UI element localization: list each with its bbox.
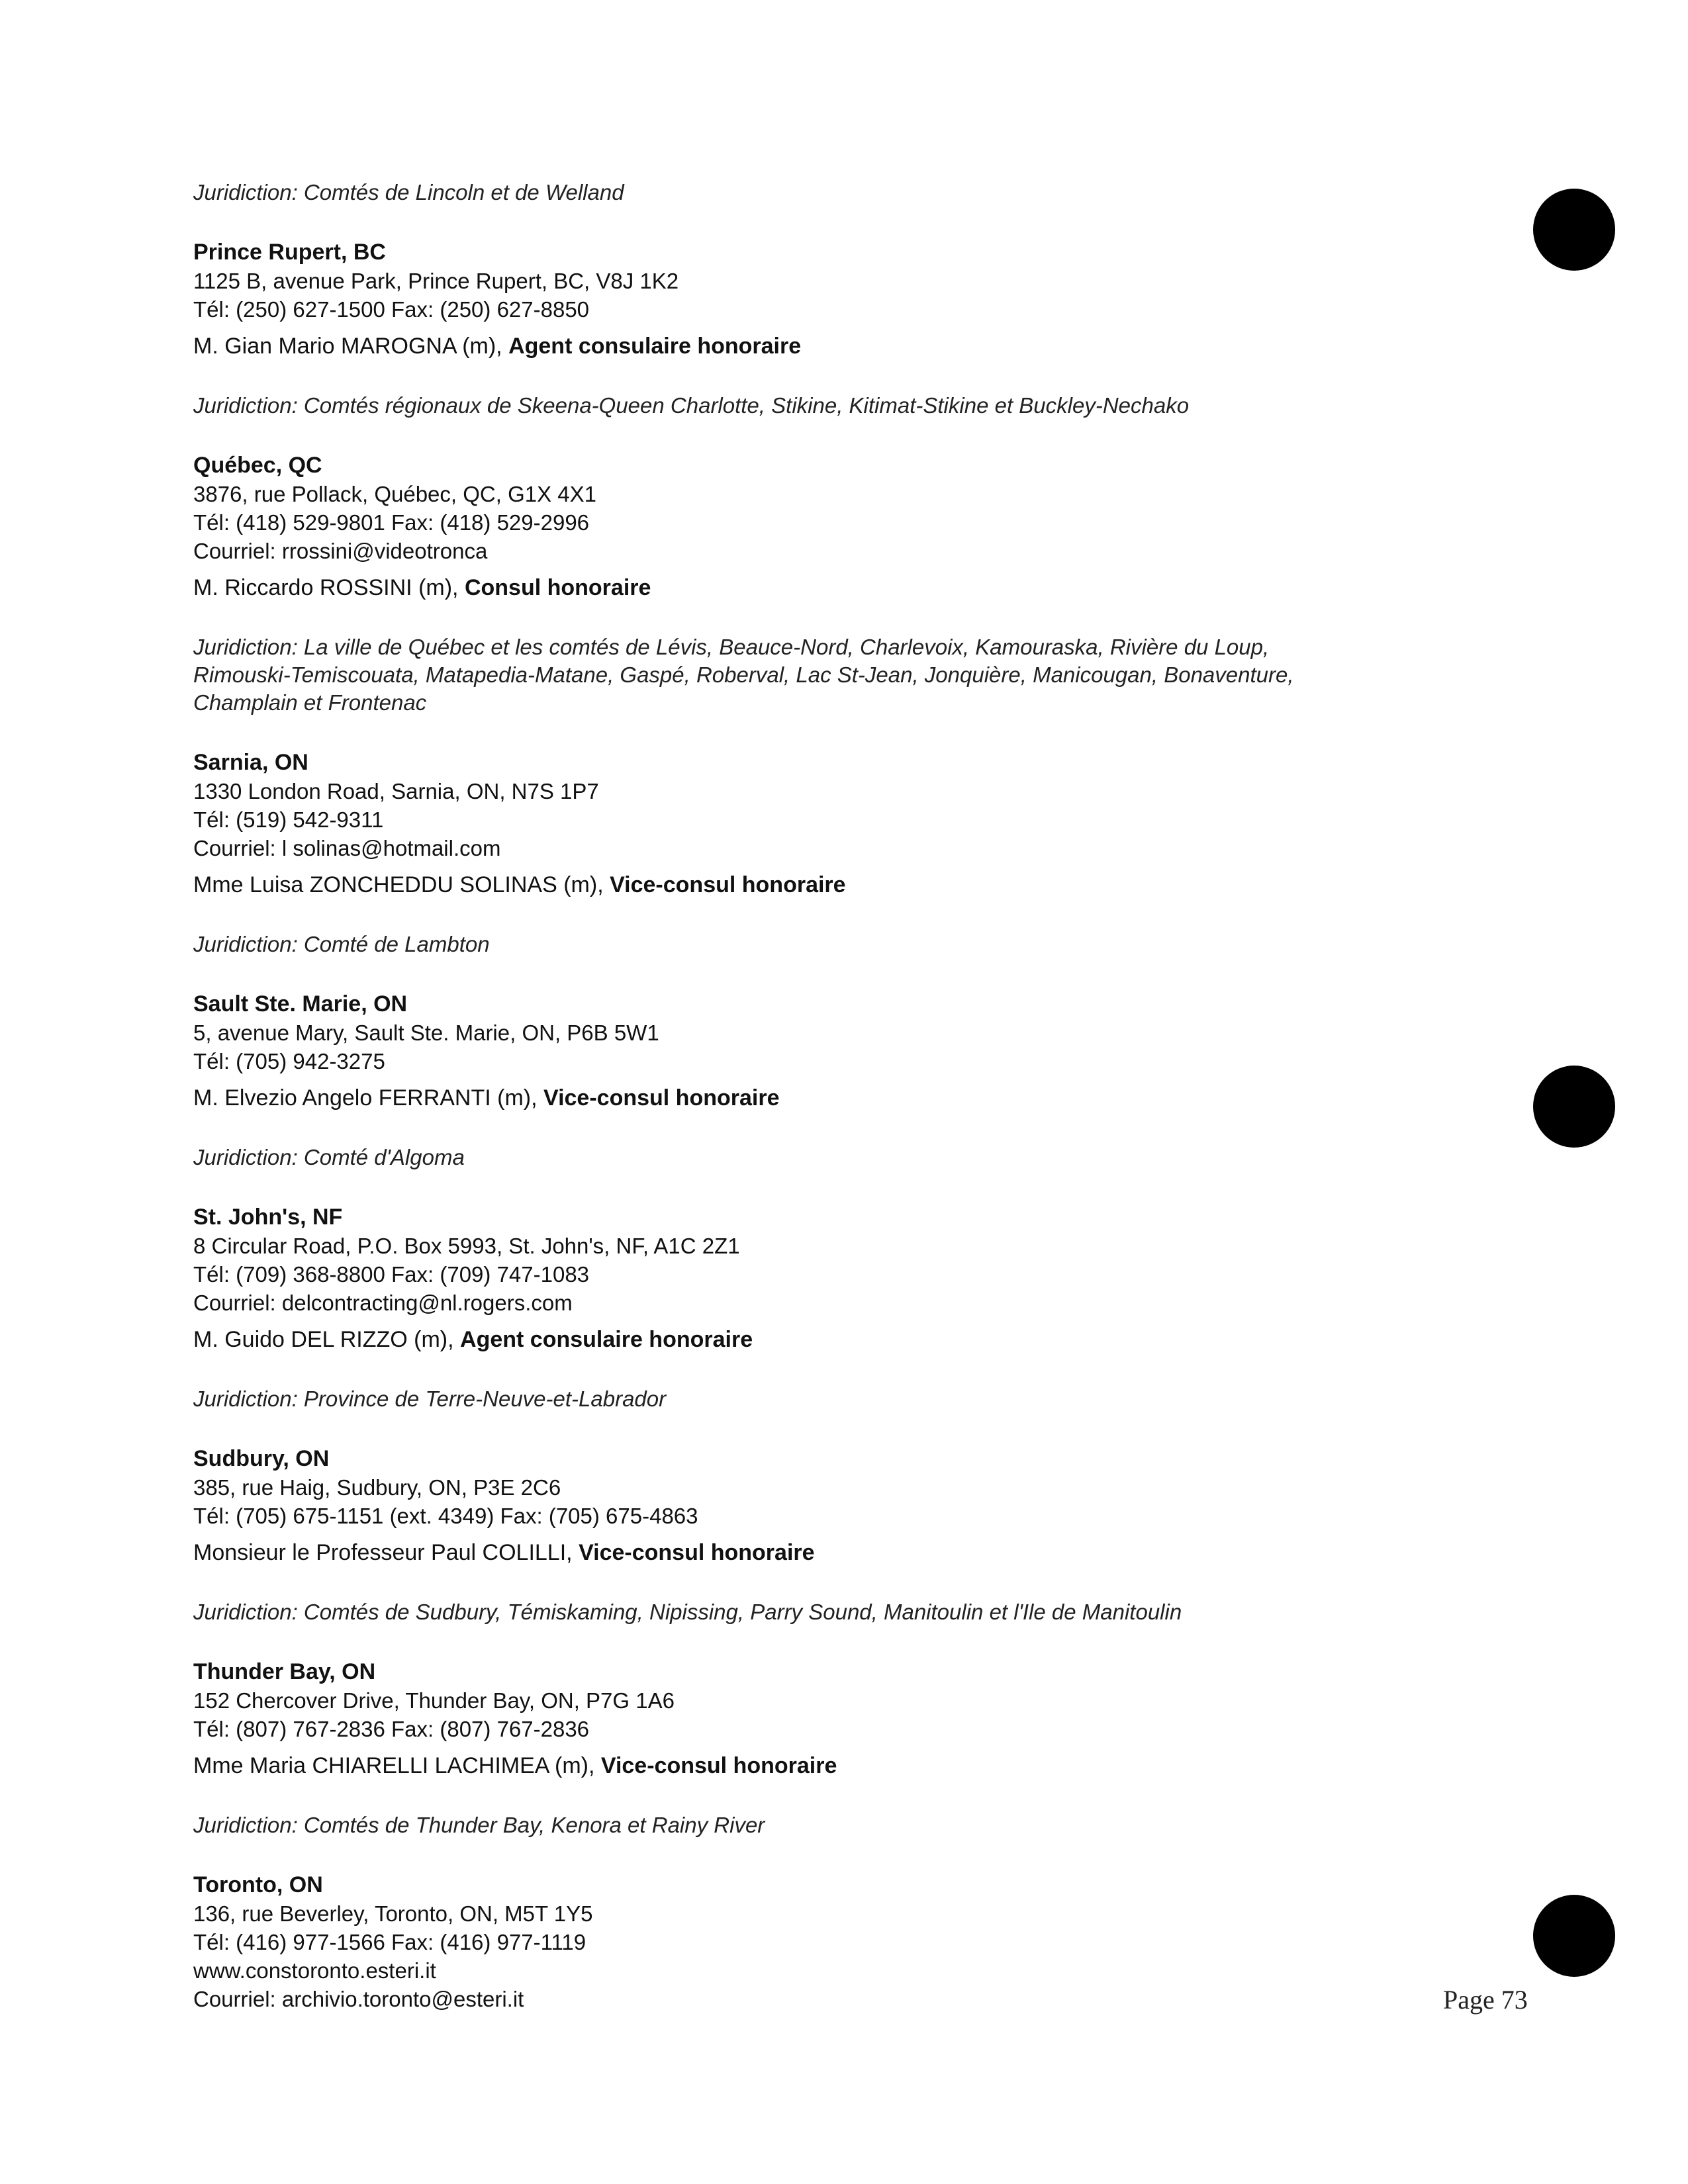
representative-name: Mme Luisa ZONCHEDDU SOLINAS (m), [193,872,610,897]
representative-role: Vice-consul honoraire [543,1085,780,1111]
city-heading: Toronto, ON [193,1872,323,1897]
consulate-list [193,238,1517,2013]
representative-role: Vice-consul honoraire [610,872,846,897]
jurisdiction [193,931,1517,958]
consulate-entry [193,238,1517,361]
punch-hole-top [1533,189,1615,271]
jurisdiction [193,1144,1517,1171]
consulate-entry [193,1870,1517,2013]
contact-line: 1125 B, avenue Park, Prince Rupert, BC, V8J 1K2 [193,269,679,293]
representative-role: Agent consulaire honoraire [508,334,802,359]
representative [193,1325,1517,1354]
representative [193,1083,1517,1113]
representative [193,1538,1517,1567]
contact-line: 385, rue Haig, Sudbury, ON, P3E 2C6 [193,1475,561,1500]
jurisdiction [193,1811,1517,1839]
representative-role: Vice-consul honoraire [600,1753,837,1778]
contact-line: Courriel: archivio.toronto@esteri.it [193,1987,524,2011]
representative [193,332,1517,361]
jurisdiction-line: Juridiction: Comté de Lambton [193,932,490,956]
representative-name: M. Elvezio Angelo FERRANTI (m), [193,1085,544,1111]
contact-line: Courriel: rrossini@videotronca [193,539,488,563]
page-number: Page 73 [1443,1985,1528,2015]
punch-hole-bottom [1533,1895,1615,1977]
representative [193,1751,1517,1780]
jurisdiction-line: Juridiction: La ville de Québec et les comtés de Lévis, Beauce-Nord, Charlevoix, Kamouraska, Rivière du Loup, [193,635,1270,659]
document-body [193,179,1517,2044]
consulate-entry [193,451,1517,602]
contact-line: 1330 London Road, Sarnia, ON, N7S 1P7 [193,779,599,803]
consulate-entry [193,989,1517,1113]
city-heading: St. John's, NF [193,1205,343,1230]
contact-line: Tél: (705) 942-3275 [193,1049,385,1073]
consulate-entry [193,748,1517,899]
contact-line: 8 Circular Road, P.O. Box 5993, St. John's, NF, A1C 2Z1 [193,1234,740,1258]
contact-line: Tél: (250) 627-1500 Fax: (250) 627-8850 [193,297,590,322]
contact-line: Courriel: l solinas@hotmail.com [193,836,501,860]
consulate-entry [193,1657,1517,1780]
jurisdiction [193,1598,1517,1626]
city-heading: Québec, QC [193,453,322,478]
contact-line: Courriel: delcontracting@nl.rogers.com [193,1291,573,1315]
jurisdiction-line: Juridiction: Comtés de Thunder Bay, Kenora et Rainy River [193,1813,765,1837]
contact-line: Tél: (416) 977-1566 Fax: (416) 977-1119 [193,1930,586,1954]
contact-line: Tél: (705) 675-1151 (ext. 4349) Fax: (705) 675-4863 [193,1504,698,1528]
consulate-entry [193,1444,1517,1567]
jurisdiction-line: Juridiction: Comté d'Algoma [193,1145,465,1169]
contact-line: 5, avenue Mary, Sault Ste. Marie, ON, P6B 5W1 [193,1021,659,1045]
city-heading: Sarnia, ON [193,750,308,775]
representative-name: M. Guido DEL RIZZO (m), [193,1327,461,1352]
representative [193,573,1517,602]
representative-role: Agent consulaire honoraire [460,1327,753,1352]
city-heading: Sault Ste. Marie, ON [193,991,408,1017]
representative-role: Vice-consul honoraire [579,1540,815,1565]
jurisdiction [193,633,1517,717]
jurisdiction-line: Juridiction: Comtés régionaux de Skeena-Queen Charlotte, Stikine, Kitimat-Stikine et Buckley-Nechako [193,393,1190,418]
representative-name: M. Riccardo ROSSINI (m), [193,575,465,600]
contact-line: 3876, rue Pollack, Québec, QC, G1X 4X1 [193,482,597,506]
jurisdiction [193,1385,1517,1413]
contact-line: Tél: (807) 767-2836 Fax: (807) 767-2836 [193,1717,590,1741]
contact-line: Tél: (709) 368-8800 Fax: (709) 747-1083 [193,1262,590,1287]
contact-line: 152 Chercover Drive, Thunder Bay, ON, P7G 1A6 [193,1688,675,1713]
consulate-entry [193,1203,1517,1354]
punch-hole-middle [1533,1066,1615,1148]
city-heading: Sudbury, ON [193,1446,330,1471]
representative-role: Consul honoraire [464,575,651,600]
contact-line: www.constoronto.esteri.it [193,1958,436,1983]
jurisdiction-line: Juridiction: Comtés de Sudbury, Témiskaming, Nipissing, Parry Sound, Manitoulin et l'Ile de Manitoulin [193,1600,1182,1624]
contact-line: Tél: (519) 542-9311 [193,807,384,832]
jurisdiction-line: Champlain et Frontenac [193,690,427,715]
city-heading: Thunder Bay, ON [193,1659,376,1684]
city-heading: Prince Rupert, BC [193,240,386,265]
jurisdiction-line: Juridiction: Province de Terre-Neuve-et-Labrador [193,1387,667,1411]
contact-line: 136, rue Beverley, Toronto, ON, M5T 1Y5 [193,1901,593,1926]
representative-name: Mme Maria CHIARELLI LACHIMEA (m), [193,1753,601,1778]
jurisdiction-line: Rimouski-Temiscouata, Matapedia-Matane, Gaspé, Roberval, Lac St-Jean, Jonquière, Manicougan, Bonaventure, [193,662,1294,687]
contact-line: Tél: (418) 529-9801 Fax: (418) 529-2996 [193,510,590,535]
representative-name: Monsieur le Professeur Paul COLILLI, [193,1540,579,1565]
jurisdiction [193,392,1517,420]
jurisdiction-line: Juridiction: Comtés de Lincoln et de Welland [193,180,624,205]
representative [193,870,1517,899]
representative-name: M. Gian Mario MAROGNA (m), [193,334,509,359]
